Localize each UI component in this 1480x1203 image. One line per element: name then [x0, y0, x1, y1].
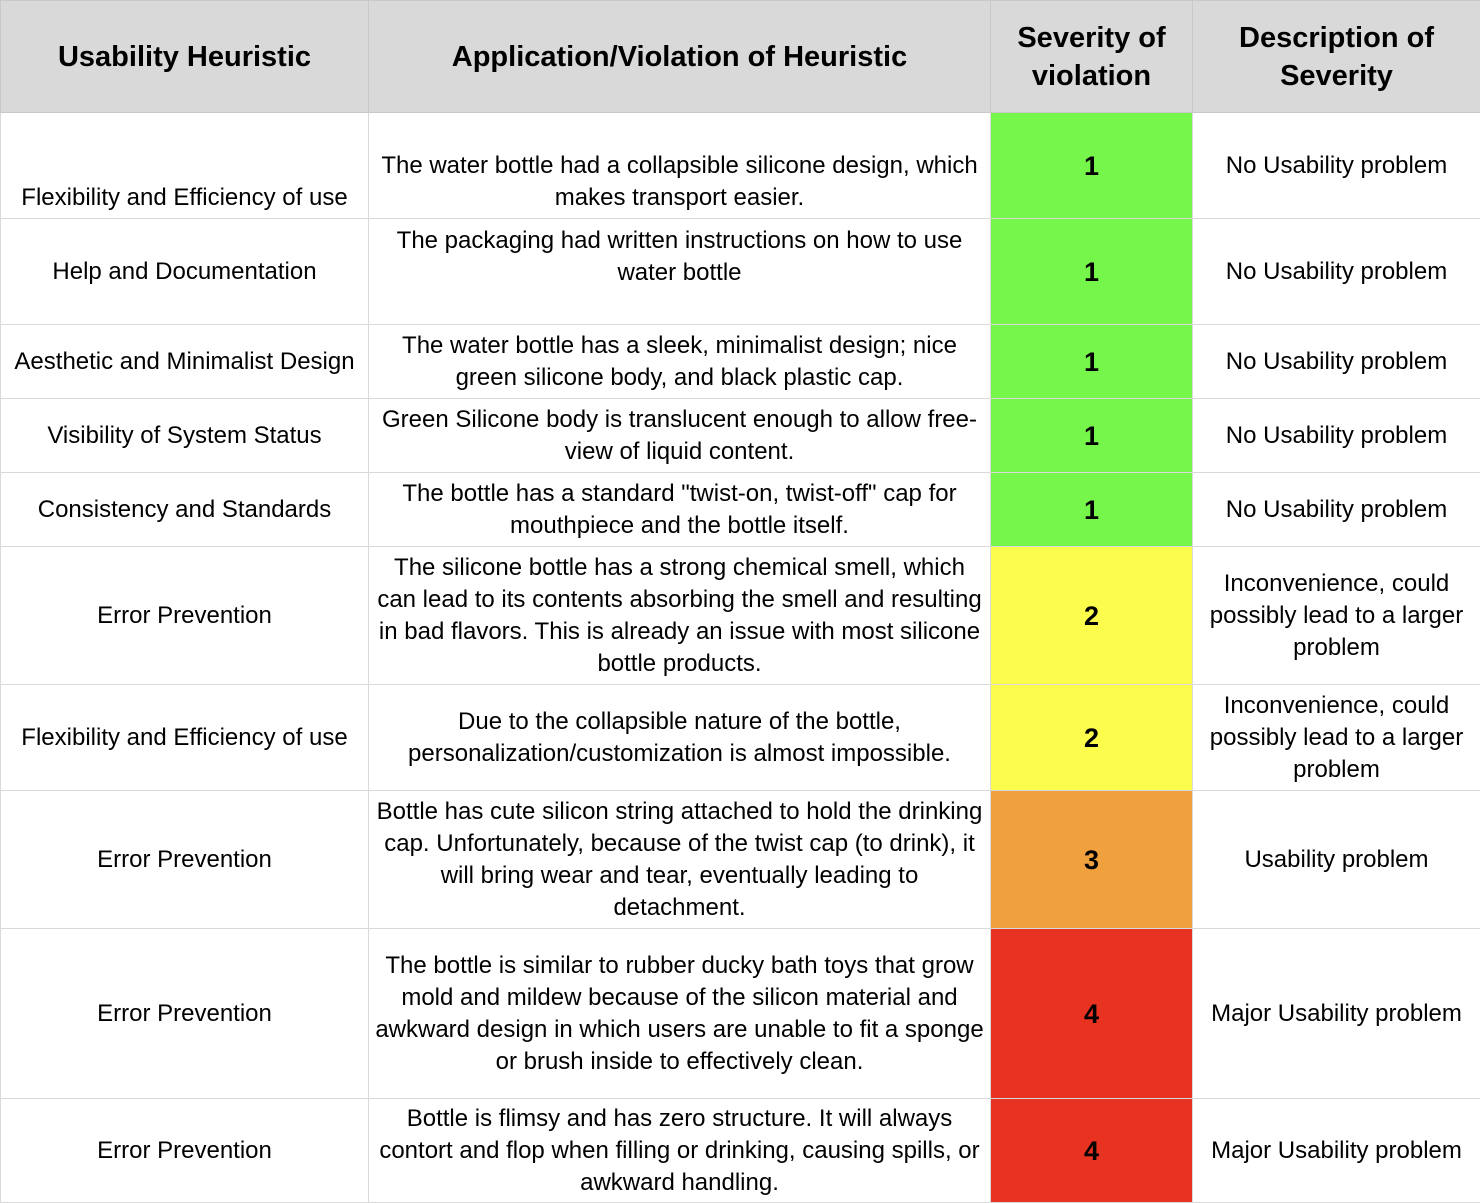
description-cell: Major Usability problem	[1193, 929, 1480, 1099]
application-cell: Due to the collapsible nature of the bottle, personalization/customization is almost impossible.	[369, 685, 991, 791]
table-row	[1, 325, 1480, 399]
heuristic-cell: Flexibility and Efficiency of use	[1, 113, 369, 219]
table-row	[1, 791, 1480, 929]
description-cell: No Usability problem	[1193, 219, 1480, 325]
heuristic-cell: Error Prevention	[1, 791, 369, 929]
application-cell: Bottle has cute silicon string attached to hold the drinking cap. Unfortunately, because of the twist cap (to drink), it will bring wear and tear, eventually leading to detachment.	[369, 791, 991, 929]
application-cell: The bottle is similar to rubber ducky bath toys that grow mold and mildew because of the silicon material and awkward design in which users are unable to fit a sponge or brush inside to effectively clean.	[369, 929, 991, 1099]
application-cell: The bottle has a standard "twist-on, twist-off" cap for mouthpiece and the bottle itself.	[369, 473, 991, 547]
heuristic-cell: Visibility of System Status	[1, 399, 369, 473]
description-cell: No Usability problem	[1193, 399, 1480, 473]
severity-cell: 1	[991, 399, 1193, 473]
heuristic-cell: Error Prevention	[1, 547, 369, 685]
table-row	[1, 399, 1480, 473]
severity-cell: 1	[991, 325, 1193, 399]
heuristic-cell: Help and Documentation	[1, 219, 369, 325]
severity-cell: 4	[991, 1099, 1193, 1203]
severity-cell: 2	[991, 547, 1193, 685]
table-row	[1, 685, 1480, 791]
header-severity: Severity of violation	[991, 1, 1193, 113]
application-cell: The silicone bottle has a strong chemical smell, which can lead to its contents absorbing the smell and resulting in bad flavors. This is already an issue with most silicone bottle products.	[369, 547, 991, 685]
application-cell: Green Silicone body is translucent enough to allow free-view of liquid content.	[369, 399, 991, 473]
application-cell: Bottle is flimsy and has zero structure. It will always contort and flop when filling or drinking, causing spills, or awkward handling.	[369, 1099, 991, 1203]
heuristic-cell: Flexibility and Efficiency of use	[1, 685, 369, 791]
description-cell: No Usability problem	[1193, 473, 1480, 547]
header-row	[1, 1, 1480, 113]
table-row	[1, 929, 1480, 1099]
severity-cell: 1	[991, 113, 1193, 219]
table-row	[1, 1099, 1480, 1203]
description-cell: Inconvenience, could possibly lead to a larger problem	[1193, 547, 1480, 685]
header-description: Description of Severity	[1193, 1, 1480, 113]
heuristic-cell: Aesthetic and Minimalist Design	[1, 325, 369, 399]
severity-cell: 1	[991, 219, 1193, 325]
severity-cell: 4	[991, 929, 1193, 1099]
table-row	[1, 219, 1480, 325]
table-row	[1, 473, 1480, 547]
heuristic-cell: Error Prevention	[1, 1099, 369, 1203]
description-cell: Inconvenience, could possibly lead to a larger problem	[1193, 685, 1480, 791]
heuristic-cell: Consistency and Standards	[1, 473, 369, 547]
table-row	[1, 113, 1480, 219]
severity-cell: 1	[991, 473, 1193, 547]
severity-cell: 2	[991, 685, 1193, 791]
severity-cell: 3	[991, 791, 1193, 929]
heuristic-cell: Error Prevention	[1, 929, 369, 1099]
table-row	[1, 547, 1480, 685]
application-cell: The water bottle had a collapsible silicone design, which makes transport easier.	[369, 113, 991, 219]
description-cell: No Usability problem	[1193, 325, 1480, 399]
application-cell: The packaging had written instructions on how to use water bottle	[369, 219, 991, 325]
description-cell: Usability problem	[1193, 791, 1480, 929]
header-heuristic: Usability Heuristic	[1, 1, 369, 113]
description-cell: No Usability problem	[1193, 113, 1480, 219]
description-cell: Major Usability problem	[1193, 1099, 1480, 1203]
application-cell: The water bottle has a sleek, minimalist design; nice green silicone body, and black plastic cap.	[369, 325, 991, 399]
header-application: Application/Violation of Heuristic	[369, 1, 991, 113]
